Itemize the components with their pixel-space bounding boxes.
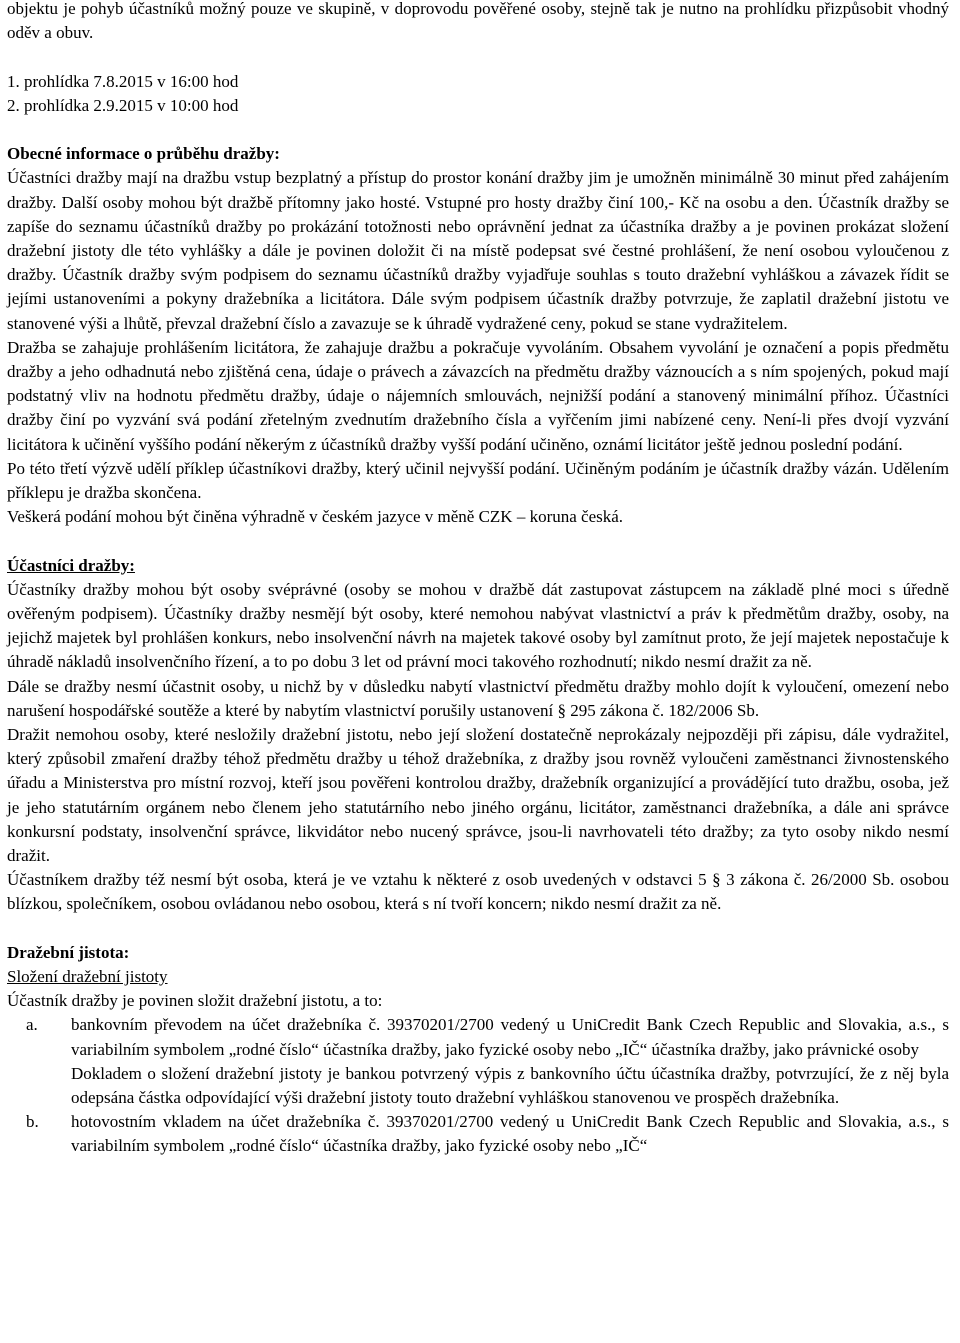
section-sign-icon: § bbox=[557, 700, 566, 720]
list-item-text: hotovostním vkladem na účet dražebníka č. 39370201/2700 vedený u UniCredit Bank Czech Republic and Slovakia, a.s., s variabilním symbolem „rodné číslo“ účastníka dražby, jako fyzické osoby nebo „IČ“ bbox=[71, 1112, 949, 1156]
general-paragraph-1: Účastníci dražby mají na dražbu vstup bezplatný a přístup do prostor konání dražby jim je umožněn minimálně 30 minut před zahájením dražby. Další osoby mohou být dražbě přítomny jako hosté. Vstupné pro hosty dražby činí 100,- Kč na osobu a den. Účastník dražby se zapíše do seznamu účastníků dražby po prokázání totožnosti nebo oprávnění jednat za účastníka dražby a je povinen prokázat složení dražební jistoty dle této vyhlášky a dále je povinen doložit či na místě podepsat své čestné prohlášení, že není osobou vyloučenou z dražby. Účastník dražby svým podpisem do seznamu účastníků dražby vyjadřuje souhlas s touto dražební vyhláškou a závazek řídit se jejími ustanoveními a pokyny dražebníka a licitátora. Dále svým podpisem účastník dražby potvrzuje, že zaplatil dražební jistotu ve stanovené výši a lhůtě, převzal dražební číslo a zavazuje se k úhradě vydražené ceny, pokud se stane vydražitelem. bbox=[7, 168, 949, 333]
general-paragraph-3: Po této třetí výzvě udělí příklep účastníkovi dražby, který učinil nejvyšší podání. Učiněným podáním je účastník dražby vázán. Udělením příklepu je dražba skončena. bbox=[7, 458, 949, 503]
spacer bbox=[7, 45, 949, 69]
spacer bbox=[7, 917, 949, 941]
participants-paragraph-4-law: 3 zákona č. 26/2000 Sb. osobou blízkou, společníkem, osobou ovládanou nebo osobou, která s ní tvoří koncern; nikdo nesmí dražit za ně. bbox=[7, 870, 949, 914]
list-item-body bbox=[71, 1110, 949, 1158]
list-item-text: bankovním převodem na účet dražebníka č. 39370201/2700 vedený u UniCredit Bank Czech Republic and Slovakia, a.s., s variabilním symbolem „rodné číslo“ účastníka dražby, jako fyzické osoby nebo „IČ“ účastníka dražby, jako právnické osoby bbox=[71, 1015, 949, 1059]
viewing-2: 2. prohlídka 2.9.2015 v 10:00 hod bbox=[7, 95, 239, 115]
intro-paragraph: objektu je pohyb účastníků možný pouze ve skupině, v doprovodu pověřené osoby, stejně tak je nutno na prohlídku přizpůsobit vhodný oděv a obuv. bbox=[7, 0, 949, 43]
list-item bbox=[7, 1110, 949, 1158]
list-marker: b. bbox=[26, 1112, 39, 1132]
list-item bbox=[7, 1013, 949, 1110]
viewing-1: 1. prohlídka 7.8.2015 v 16:00 hod bbox=[7, 71, 239, 91]
deposit-subheading: Složení dražební jistoty bbox=[7, 967, 168, 987]
general-paragraph-2: Dražba se zahajuje prohlášením licitátora, že zahajuje dražbu a pokračuje vyvoláním. Obsahem vyvolání je označení a popis předmětu dražby a jeho odhadnutá nebo zjištěná cena, údaje o právech a závazcích na předmětu dražby váznoucích a s ním spojených, pokud mají podstatný vliv na hodnotu předmětu dražby, údaje o nájemních smlouvách, nejnižší podání a stanovený minimální příhoz. Účastníci dražby činí po vyzvání svá podání zřetelným zvednutím dražebního čísla a vyřčením jimi nabízené ceny. Není-li přes dvojí vyzvání licitátora k učinění vyššího podání někerým z účastníků dražby vyšší podání učiněno, oznámí licitátor ještě jednou poslední podání. bbox=[7, 337, 949, 454]
general-heading: Obecné informace o průběhu dražby: bbox=[7, 144, 280, 164]
participants-paragraph-1: Účastníky dražby mohou být osoby svéprávné (osoby se mohou v dražbě dát zastupovat zástupcem na základě plné moci s úředně ověřeným podpisem). Účastníky dražby nesmějí být osoby, které nemohou nabývat vlastnictví a práv k předmětům dražby, osoby, na jejichž majetek byl prohlášen konkurs, nebo insolvenční návrh na majetek takové osoby byl zamítnut proto, že její majetek nepostačuje k úhradě nákladů insolvenčního řízení, a to po dobu 3 let od právní moci takového rozhodnutí; nikdo nesmí dražit za ně. bbox=[7, 579, 949, 672]
deposit-heading: Dražební jistota: bbox=[7, 942, 130, 962]
participants-paragraph-3: Dražit nemohou osoby, které nesložily dražební jistotu, nebo její složení dostatečně neprokázaly nejpozději při zápisu, dále vydražitel, který způsobil zmaření dražby téhož předmětu dražby u téhož dražebníka, z dražby jsou rovněž vyloučeni zaměstnanci živnostenského úřadu a Ministerstva pro místní rozvoj, kteří jsou pověřeni kontrolou dražby, dražebník organizující a provádějící tuto dražbu, osoba, jež je jeho statutárním orgánem nebo členem jeho statutárního nebo jiného orgánu, licitátor, zaměstnanci dražebníka, a dále ani správce konkursní podstaty, insolvenční správce, likvidátor nebo nucený správce, jsou-li navrhovateli této dražby; za tyto osoby nikdo nesmí dražit. bbox=[7, 725, 949, 866]
participants-paragraph-4-text: Účastníkem dražby též nesmí být osoba, která je ve vztahu k některé z osob uvedených v odstavci 5 bbox=[7, 870, 707, 890]
list-marker: a. bbox=[26, 1015, 38, 1035]
spacer bbox=[7, 118, 949, 142]
list-item-note: Dokladem o složení dražební jistoty je bankou potvrzený výpis z bankovního účtu účastníka dražby, potvrzující, že z něj byla odepsána částka odpovídající výši dražební jistoty touto dražební vyhláškou stanovenou ve prospěch dražebníka. bbox=[71, 1063, 949, 1108]
participants-paragraph-2-law: 295 zákona č. 182/2006 Sb. bbox=[570, 700, 760, 720]
participants-paragraph-4 bbox=[7, 868, 949, 916]
spacer bbox=[7, 529, 949, 553]
participants-paragraph-2-text: Dále se dražby nesmí účastnit osoby, u nichž by v důsledku nabytí vlastnictví předmětu dražby mohlo dojít k vyloučení, omezení nebo narušení hospodářské soutěže a které by nabytím vlastnictví porušily ustanovení bbox=[7, 676, 949, 720]
list-item-body bbox=[71, 1013, 949, 1110]
general-paragraph-4: Veškerá podání mohou být činěna výhradně v českém jazyce v měně CZK – koruna česká. bbox=[7, 507, 624, 527]
participants-heading: Účastníci dražby: bbox=[7, 555, 135, 575]
participants-paragraph-2 bbox=[7, 675, 949, 723]
deposit-intro: Účastník dražby je povinen složit dražební jistotu, a to: bbox=[7, 991, 383, 1011]
section-sign-icon: § bbox=[712, 870, 721, 890]
